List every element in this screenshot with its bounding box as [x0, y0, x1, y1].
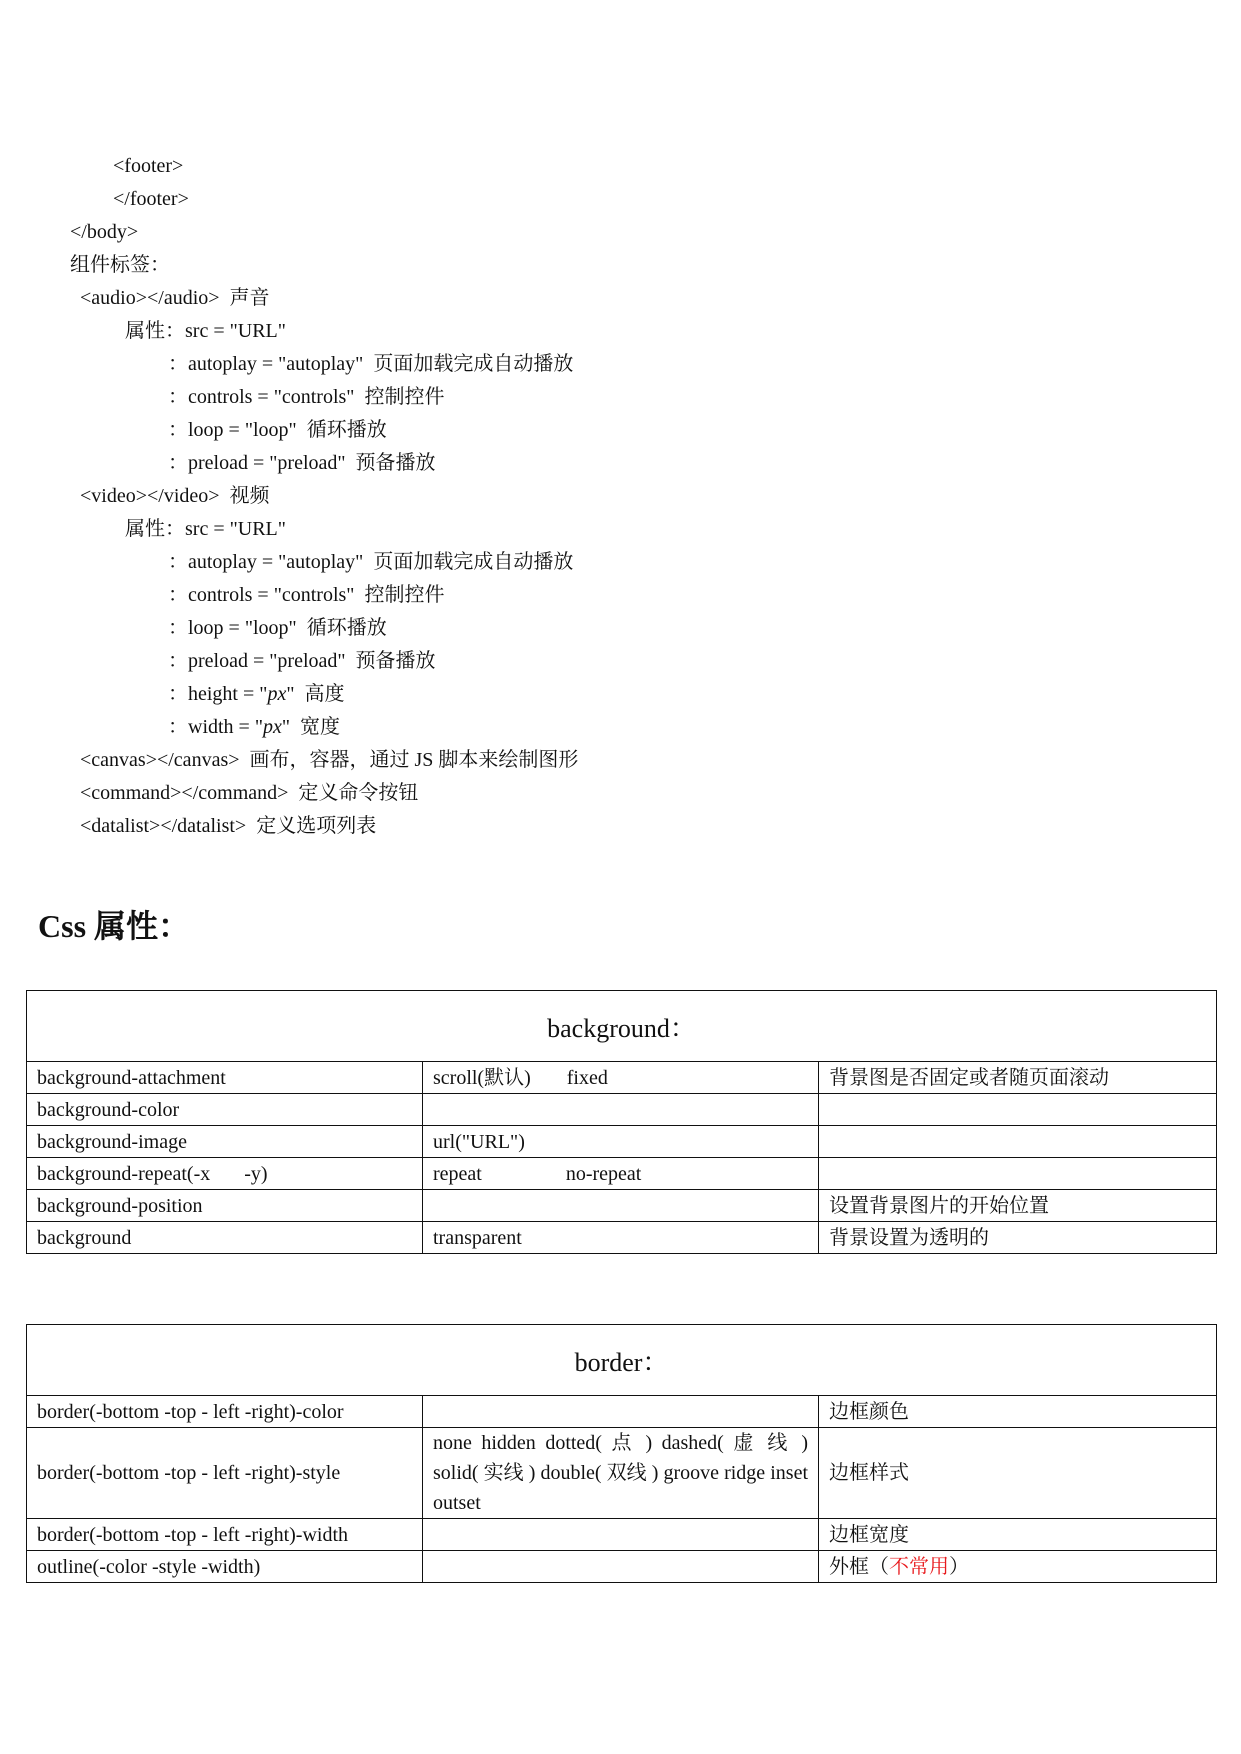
value-cell — [423, 1551, 819, 1583]
note-cell: 设置背景图片的开始位置 — [819, 1190, 1217, 1222]
property-cell — [27, 1158, 423, 1190]
table-row — [27, 1551, 1217, 1583]
property-y: -y) — [244, 1162, 268, 1185]
video-attr-src: 属性：src = "URL" — [125, 518, 286, 540]
code-line-body-close: </body> — [70, 221, 139, 243]
audio-attr-preload: ：preload = "preload" 预备播放 — [168, 452, 436, 474]
note-cell: 背景图是否固定或者随页面滚动 — [819, 1062, 1217, 1094]
value-cell — [423, 1519, 819, 1551]
components-label: 组件标签： — [70, 254, 170, 276]
value-cell — [423, 1190, 819, 1222]
property-cell: background-position — [27, 1190, 423, 1222]
note-suffix: ） — [949, 1555, 969, 1578]
table-row — [27, 1158, 1217, 1190]
height-suffix: " 高度 — [286, 683, 345, 705]
property-cell: background — [27, 1222, 423, 1254]
note-cell — [819, 1094, 1217, 1126]
audio-attr-loop: ：loop = "loop" 循环播放 — [168, 419, 387, 441]
audio-attr-autoplay: ：autoplay = "autoplay" 页面加载完成自动播放 — [168, 353, 574, 375]
value-cell — [423, 1158, 819, 1190]
video-attr-controls: ：controls = "controls" 控制控件 — [168, 584, 445, 606]
video-attr-preload: ：preload = "preload" 预备播放 — [168, 650, 436, 672]
table-row — [27, 1126, 1217, 1158]
note-cell — [819, 1158, 1217, 1190]
table-row — [27, 1396, 1217, 1428]
value-repeat: repeat — [433, 1162, 482, 1185]
border-table — [26, 1324, 1217, 1583]
video-attr-width — [168, 715, 340, 739]
background-caption-row — [27, 991, 1217, 1062]
property-x: background-repeat(-x — [37, 1162, 211, 1185]
table-row — [27, 1190, 1217, 1222]
property-cell: border(-bottom -top - left -right)-color — [27, 1396, 423, 1428]
note-prefix: 外框（ — [829, 1555, 889, 1578]
value-cell — [423, 1396, 819, 1428]
datalist-tag-line: <datalist></datalist> 定义选项列表 — [80, 815, 377, 837]
note-cell: 边框样式 — [819, 1428, 1217, 1519]
code-line-footer-close: </footer> — [113, 188, 189, 210]
note-cell — [819, 1551, 1217, 1583]
audio-tag-line: <audio></audio> 声音 — [80, 287, 270, 309]
border-caption-row — [27, 1325, 1217, 1396]
value-default: scroll(默认) — [433, 1066, 531, 1089]
height-prefix: ：height = " — [168, 683, 268, 705]
height-unit: px — [267, 683, 287, 705]
code-line-footer-open: <footer> — [113, 155, 184, 177]
property-cell: border(-bottom -top - left -right)-style — [27, 1428, 423, 1519]
border-caption: border： — [27, 1325, 1217, 1396]
width-unit: px — [263, 716, 282, 738]
property-cell: outline(-color -style -width) — [27, 1551, 423, 1583]
video-attr-autoplay: ：autoplay = "autoplay" 页面加载完成自动播放 — [168, 551, 574, 573]
background-table — [26, 990, 1217, 1254]
background-caption: background： — [27, 991, 1217, 1062]
audio-attr-controls: ：controls = "controls" 控制控件 — [168, 386, 445, 408]
command-tag-line: <command></command> 定义命令按钮 — [80, 782, 419, 804]
property-cell: background-attachment — [27, 1062, 423, 1094]
value-cell — [423, 1062, 819, 1094]
table-row — [27, 1062, 1217, 1094]
table-row — [27, 1222, 1217, 1254]
value-cell: none hidden dotted( 点 ) dashed( 虚 线 ) solid( 实线 ) double( 双线 ) groove ridge inset outset — [423, 1428, 819, 1519]
value-alt: fixed — [566, 1066, 608, 1089]
value-cell: transparent — [423, 1222, 819, 1254]
uncommon-label: 不常用 — [889, 1555, 949, 1578]
video-attr-loop: ：loop = "loop" 循环播放 — [168, 617, 387, 639]
width-prefix: ：width = " — [168, 716, 263, 738]
note-cell: 边框颜色 — [819, 1396, 1217, 1428]
property-cell: background-image — [27, 1126, 423, 1158]
property-cell: border(-bottom -top - left -right)-width — [27, 1519, 423, 1551]
note-cell: 边框宽度 — [819, 1519, 1217, 1551]
audio-attr-src: 属性：src = "URL" — [125, 320, 286, 342]
canvas-tag-line: <canvas></canvas> 画布，容器，通过 JS 脚本来绘制图形 — [80, 749, 579, 771]
value-no-repeat: no-repeat — [565, 1162, 642, 1185]
width-suffix: " 宽度 — [281, 716, 341, 738]
note-cell: 背景设置为透明的 — [819, 1222, 1217, 1254]
table-row — [27, 1519, 1217, 1551]
note-cell — [819, 1126, 1217, 1158]
video-attr-height — [168, 682, 345, 706]
property-cell: background-color — [27, 1094, 423, 1126]
value-cell: url("URL") — [423, 1126, 819, 1158]
css-section-heading: Css 属性： — [38, 908, 191, 944]
table-row — [27, 1094, 1217, 1126]
value-cell — [423, 1094, 819, 1126]
video-tag-line: <video></video> 视频 — [80, 485, 270, 507]
table-row — [27, 1428, 1217, 1519]
